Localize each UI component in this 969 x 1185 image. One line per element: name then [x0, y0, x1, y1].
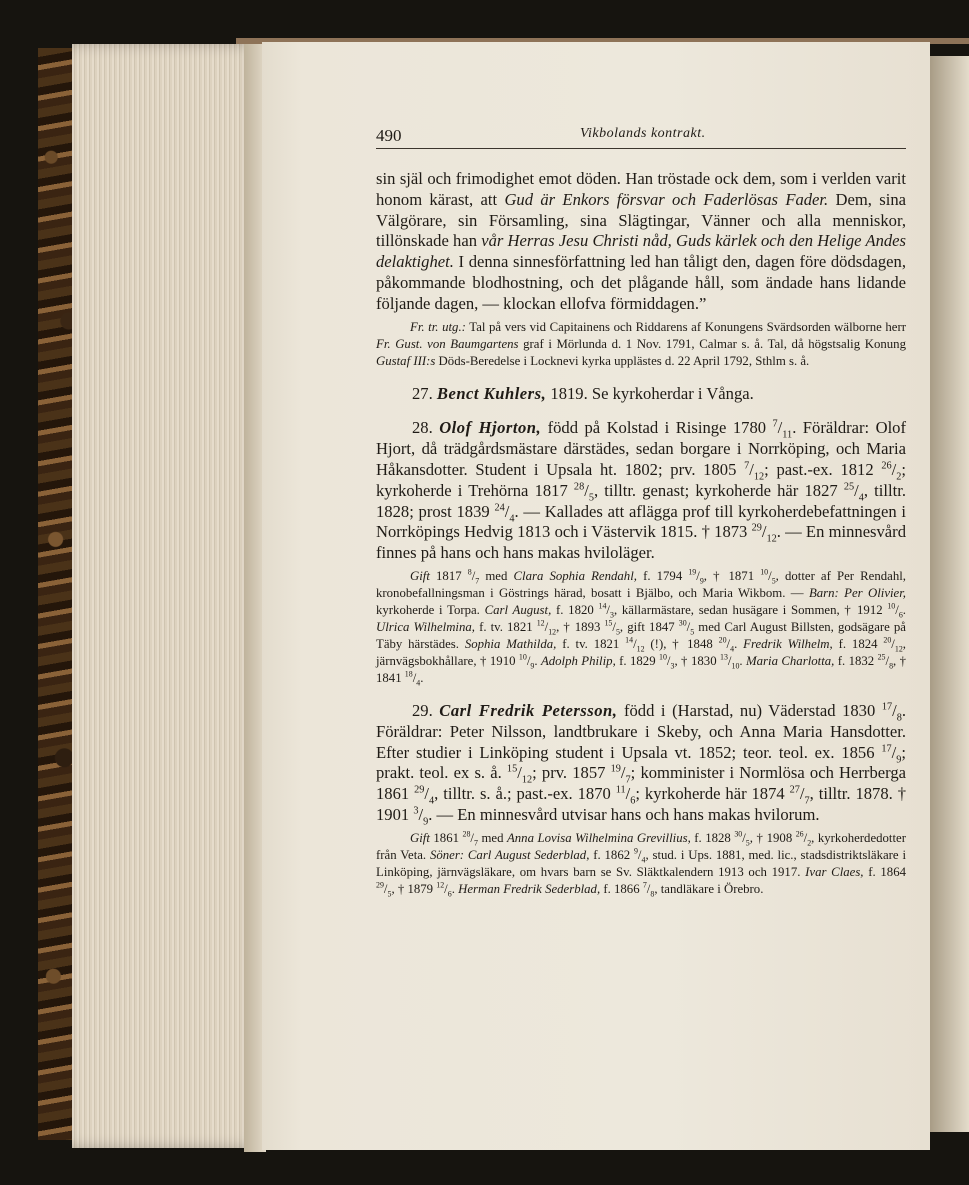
text-run: /	[612, 619, 616, 634]
paragraph-closing-quote	[376, 169, 906, 315]
text-run: /	[646, 881, 651, 896]
italic-text: Fredrik Wilhelm,	[743, 636, 833, 651]
text-run: f. 1832	[834, 653, 878, 668]
text-run: 12	[436, 880, 445, 890]
text-run: 26	[881, 460, 892, 472]
text-run: , tilltr. s. å.; past.-ex. 1870	[434, 784, 616, 804]
facing-page-edge	[930, 56, 969, 1132]
text-run: /	[799, 784, 805, 804]
text-run: 10	[731, 661, 740, 671]
text-run: .	[534, 653, 541, 668]
text-run: 15	[506, 763, 518, 775]
note-family-29	[376, 830, 906, 898]
text-run: /	[471, 568, 476, 583]
text-run: /	[749, 459, 754, 479]
italic-text: Fr. tr. utg.:	[410, 319, 466, 334]
text-run: /	[633, 636, 637, 651]
text-run: 5	[615, 627, 620, 637]
page-content	[376, 122, 906, 898]
text-run: , kyrkoherdedotter från Veta.	[376, 830, 906, 862]
text-run: 30	[678, 618, 687, 628]
text-run: .	[451, 881, 459, 896]
text-run: 25	[843, 481, 855, 493]
text-run: /	[620, 763, 626, 783]
text-run: 5	[690, 627, 695, 637]
italic-text: Gift	[410, 568, 430, 583]
text-run: /	[726, 636, 731, 651]
text-run: 13	[720, 652, 728, 662]
text-run: 5	[745, 838, 750, 848]
text-run: 29	[751, 522, 762, 534]
text-run: /	[666, 653, 671, 668]
text-run: , † 1908	[749, 830, 796, 845]
text-run: /	[768, 568, 772, 583]
text-run: 17	[881, 743, 892, 755]
italic-text: Maria Charlotta,	[746, 653, 835, 668]
text-run: 29.	[412, 700, 440, 720]
text-run: , gift 1847	[619, 619, 679, 634]
text-run: 25	[877, 652, 886, 662]
text-run: /	[742, 830, 746, 845]
text-run: 11	[782, 429, 793, 441]
text-run: ; komminister i Normlösa och Herrberga 1861	[376, 763, 906, 804]
text-run: kyrkoherde i Torpa.	[376, 602, 485, 617]
page-header	[376, 122, 906, 149]
text-run: 29	[414, 784, 425, 796]
entry-27	[376, 384, 906, 405]
italic-text: Gustaf III:s	[376, 353, 436, 368]
text-run: , tilltr. 1828; prost 1839	[376, 480, 906, 521]
text-run: 4	[641, 855, 646, 865]
text-run: ; kyrkoherde här 1874	[635, 784, 790, 804]
text-run: ; kyrkoherde i Trehörna 1817	[376, 459, 907, 500]
text-run: f. 1864	[863, 864, 906, 879]
text-run: , källarmästare, sedan husägare i Sommen, † 1912	[613, 602, 888, 617]
text-run: /	[584, 480, 589, 500]
text-run: 19	[610, 763, 621, 775]
text-run: , † 1871	[703, 568, 761, 583]
text-run: 10	[887, 601, 896, 611]
text-run: 14	[598, 601, 607, 611]
italic-text: Anna Lovisa Wilhelmina Grevillius,	[506, 830, 691, 845]
text-run: 3	[670, 661, 675, 671]
text-run: /	[891, 742, 897, 762]
italic-text: Gift	[410, 830, 430, 845]
text-run: sin själ och frimodighet emot döden. Han tröstade ock dem, som i verlden varit honom kärast, att	[376, 169, 906, 209]
text-run: /	[761, 522, 767, 542]
text-run: , stud. i Ups. 1881, med. lic., stadsdistriktsläkare i Linköping, järnvägsläkare, om hvars barn se Sv. Släktkalendern 1913 och 1917.	[376, 847, 906, 879]
text-run: 12	[766, 533, 777, 545]
text-run: 12	[548, 627, 557, 637]
text-run: 1819. Se kyrkoherdar i Vånga.	[546, 383, 754, 403]
text-run: ; prv. 1857	[532, 763, 611, 783]
text-run: 2	[807, 838, 812, 848]
page-stack	[72, 44, 260, 1148]
text-run: Tal på vers vid Capitainens och Riddarens af Konungens Svärdsorden wälborne herr	[465, 319, 906, 334]
text-run: 9	[896, 753, 902, 765]
text-run: med	[479, 568, 514, 583]
text-run: /	[625, 784, 631, 804]
text-run: , † 1830	[674, 653, 720, 668]
text-run: f. 1829	[615, 653, 659, 668]
text-run: 7	[744, 460, 750, 472]
text-run: f. tv. 1821	[556, 636, 626, 651]
text-run: 15	[604, 618, 613, 628]
text-run: , † 1879	[391, 881, 437, 896]
text-run: 8	[889, 661, 894, 671]
text-run: /	[854, 480, 859, 500]
text-run: 18	[404, 669, 413, 679]
text-run: 10	[659, 652, 667, 662]
text-run: . — En minnesvård finnes på hans och hans makas hviloläger.	[376, 522, 906, 563]
text-run: /	[686, 619, 691, 634]
text-run: /	[891, 636, 895, 651]
text-run: 1817	[429, 568, 468, 583]
text-run: f. 1866	[600, 881, 643, 896]
entry-28	[376, 418, 906, 564]
italic-text: Herman Fredrik Sederblad,	[458, 881, 601, 896]
text-run: född på Kolstad i Risinge 1780	[541, 418, 773, 438]
text-run: 9	[633, 846, 638, 856]
italic-text: Fr. Gust. von Baumgartens	[376, 336, 519, 351]
entry-name: Benct Kuhlers,	[436, 383, 547, 403]
text-run: 19	[688, 567, 697, 577]
text-run: 2	[896, 471, 902, 483]
text-run: f. 1862	[589, 847, 634, 862]
text-run: , dotter af Per Rendahl, kronobefallningsman i Göstrings härad, bosatt i Bjälbo, och Maria Wikbom. —	[376, 568, 906, 600]
text-run: /	[383, 881, 388, 896]
text-run: 4	[730, 644, 735, 654]
text-run: f. 1824	[832, 636, 884, 651]
text-run: /	[696, 568, 700, 583]
text-run: . — En minnesvård utvisar hans och hans makas hvilorum.	[428, 804, 820, 824]
entry-29	[376, 701, 906, 826]
text-run: /	[504, 501, 510, 521]
text-run: 20	[883, 635, 892, 645]
text-run: /	[895, 602, 899, 617]
text-run: /	[424, 784, 430, 804]
text-run: 24	[494, 502, 505, 514]
text-run: född i (Harstad, nu) Väderstad 1830	[617, 700, 882, 720]
text-run: 1861	[429, 830, 463, 845]
italic-text: Clara Sophia Rendahl,	[513, 568, 637, 583]
text-run: 8	[896, 712, 902, 724]
text-run: 5	[387, 889, 392, 899]
text-run: 5	[771, 576, 776, 586]
italic-text: Barn: Per Olivier,	[808, 585, 906, 600]
italic-text: Sophia Mathilda,	[464, 636, 557, 651]
text-run: /	[892, 700, 897, 720]
text-run: ; prakt. teol. ex s. å.	[376, 742, 906, 783]
text-run: /	[891, 459, 897, 479]
text-run: /	[470, 830, 474, 845]
text-run: .	[734, 636, 744, 651]
text-run: 26	[795, 829, 804, 839]
running-title: Vikbolands kontrakt.	[580, 126, 706, 141]
text-run: . — Kallades att aflägga prof till kyrkoherdebefattningen i Norrköpings Hedvig 1813 och i Västervik 1815. † 1873	[376, 501, 907, 542]
text-run: /	[412, 670, 417, 685]
text-run: , tilltr. 1878. † 1901	[376, 784, 906, 824]
text-run: 3	[609, 610, 614, 620]
text-run: 7	[475, 576, 480, 586]
text-run: 4	[429, 795, 435, 807]
text-run: 8	[650, 889, 655, 899]
text-run: 30	[734, 829, 743, 839]
text-run: /	[727, 653, 732, 668]
text-run: med	[477, 830, 507, 845]
entry-name: Olof Hjorton,	[439, 418, 542, 438]
italic-text: Adolph Philip,	[540, 653, 616, 668]
text-run: 4	[416, 678, 421, 688]
italic-text: vår Herras Jesu Christi nåd, Guds kärlek och den Helige Andes delaktighet.	[376, 231, 906, 272]
text-run: 9	[530, 661, 535, 671]
text-run: f. tv. 1821	[475, 619, 537, 634]
text-run: /	[418, 804, 424, 824]
text-run: 9	[423, 816, 429, 828]
text-run: 9	[699, 576, 704, 586]
text-run: f. 1828	[690, 830, 735, 845]
text-run: /	[544, 619, 549, 634]
text-run: 7	[642, 880, 647, 890]
italic-text: Ivar Claes,	[805, 864, 864, 879]
text-run: 27	[789, 784, 800, 796]
text-run: 12	[636, 644, 645, 654]
text-run: 12	[753, 471, 765, 483]
italic-text: Söner: Carl August Sederblad,	[429, 847, 590, 862]
entry-name: Carl Fredrik Petersson,	[439, 700, 618, 720]
italic-text: Gud är Enkors försvar och Faderlösas Fader.	[504, 189, 829, 209]
text-run: 27.	[412, 383, 437, 403]
text-run: , † 1841	[376, 653, 907, 685]
text-run: , tilltr. genast; kyrkoherde här 1827	[593, 480, 844, 500]
note-family-28	[376, 568, 906, 687]
text-run: /	[885, 653, 890, 668]
text-run: 3	[413, 805, 419, 817]
text-run: 4	[509, 512, 515, 524]
text-run: /	[777, 418, 783, 438]
text-run: Döds-Beredelse i Locknevi kyrka upplästes d. 22 April 1792, Sthlm s. å.	[435, 353, 810, 368]
note-printed-works	[376, 319, 906, 370]
text-run: 11	[615, 784, 626, 796]
text-run: f. 1794	[636, 568, 689, 583]
text-run: (!), † 1848	[644, 636, 719, 651]
italic-text: Carl August,	[484, 602, 552, 617]
page-number: 490	[376, 126, 402, 145]
text-run: 10	[518, 652, 527, 662]
text-run: 7	[772, 418, 778, 430]
text-run: I denna sinnesförfattning led han tåligt den, dagen före dödsdagen, påkommande blodhostning, och det plågande håll, som ändade hans lidande följande dagen, — klockan ellofva förmiddagen.”	[376, 252, 906, 313]
text-run: .	[739, 653, 746, 668]
text-run: /	[606, 602, 610, 617]
text-run: 10	[760, 567, 769, 577]
text-run: , † 1893	[556, 619, 605, 634]
text-run: 7	[473, 838, 478, 848]
text-run: 28	[462, 829, 471, 839]
text-run: 12	[536, 618, 545, 628]
text-run: . Föräldrar: Olof Hjort, då trädgårdsmästare därstädes, sedan borgare i Norrköping, och Maria Håkansdotter. Student i Upsala ht. 1802; prv. 1805	[376, 418, 907, 479]
text-run: /	[444, 881, 448, 896]
text-run: .	[902, 602, 906, 617]
text-run: 5	[588, 492, 594, 504]
text-run: /	[526, 653, 531, 668]
text-run: 29	[376, 880, 384, 890]
text-run: /	[517, 763, 522, 783]
text-run: 12	[894, 644, 903, 654]
italic-text: Ulrica Wilhelmina,	[376, 619, 475, 634]
text-run: 7	[625, 774, 631, 786]
text-run: 28.	[412, 418, 440, 438]
text-run: 8	[467, 567, 472, 577]
text-run: 6	[630, 795, 636, 807]
text-run: . Föräldrar: Peter Nilsson, landtbrukare i Skeby, och Anna Maria Hansdotter. Efter studier i Linköping student i Upsala vt. 1852; teor. teol. ex. 1856	[376, 700, 907, 762]
text-run: , tandläkare i Örebro.	[654, 881, 764, 896]
text-run: , järnvägsbokhållare, † 1910	[376, 636, 906, 668]
text-run: 28	[573, 481, 585, 493]
text-run: ; past.-ex. 1812	[764, 459, 882, 479]
text-run: graf i Mörlunda d. 1 Nov. 1791, Calmar s. å. Tal, då högstsalig Konung	[518, 336, 906, 351]
text-run: 4	[858, 492, 864, 504]
text-run: 12	[521, 774, 533, 786]
text-run: 20	[718, 635, 727, 645]
text-run: f. 1820	[551, 602, 599, 617]
text-run: 17	[881, 701, 893, 713]
text-run: 6	[898, 610, 903, 620]
text-run: 14	[625, 635, 634, 645]
text-run: med Carl August Billsten, godsägare på Täby härstädes.	[376, 619, 906, 651]
text-run: 7	[804, 795, 810, 807]
text-run: /	[803, 830, 808, 845]
text-run: 6	[447, 889, 452, 899]
text-run: /	[637, 847, 642, 862]
text-run: .	[420, 670, 424, 685]
text-run: Dem, sina Välgörare, sin Församling, sina Slägtingar, Vänner och alla menniskor, tillönskade han	[376, 189, 906, 251]
